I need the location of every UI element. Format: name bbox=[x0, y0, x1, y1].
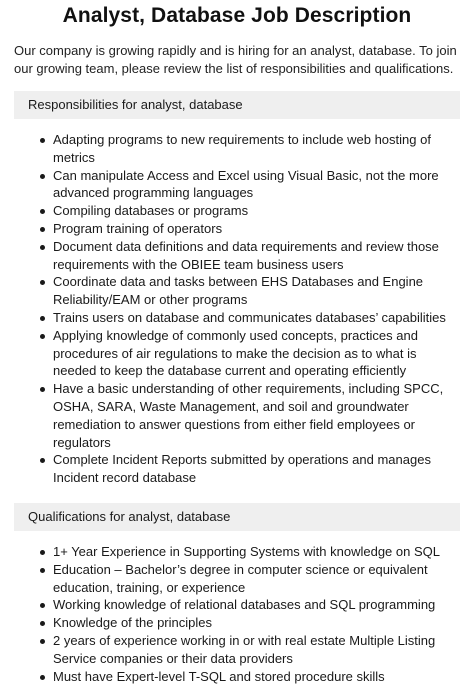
qualifications-list bbox=[14, 543, 460, 685]
list-item: 2 years of experience working in or with real estate Multiple Listing Service companies or their data providers bbox=[40, 632, 460, 668]
qualifications-header: Qualifications for analyst, database bbox=[14, 503, 460, 531]
list-item: Education – Bachelor’s degree in computer science or equivalent education, training, or experience bbox=[40, 561, 460, 597]
list-item: Adapting programs to new requirements to include web hosting of metrics bbox=[40, 131, 460, 167]
list-item: Compiling databases or programs bbox=[40, 202, 460, 220]
page-title: Analyst, Database Job Description bbox=[62, 4, 412, 27]
list-item: Applying knowledge of commonly used concepts, practices and procedures of air regulations to make the decision as to what is needed to keep the database current and operating efficiently bbox=[40, 327, 460, 380]
list-item: Working knowledge of relational databases and SQL programming bbox=[40, 596, 460, 614]
list-item: Trains users on database and communicates databases’ capabilities bbox=[40, 309, 460, 327]
list-item: Program training of operators bbox=[40, 220, 460, 238]
list-item: Knowledge of the principles bbox=[40, 614, 460, 632]
responsibilities-list bbox=[14, 131, 460, 487]
list-item: 1+ Year Experience in Supporting Systems with knowledge on SQL bbox=[40, 543, 460, 561]
responsibilities-header: Responsibilities for analyst, database bbox=[14, 91, 460, 119]
list-item: Coordinate data and tasks between EHS Databases and Engine Reliability/EAM or other programs bbox=[40, 273, 460, 309]
list-item: Document data definitions and data requirements and review those requirements with the OBIEE team business users bbox=[40, 238, 460, 274]
list-item: Have a basic understanding of other requirements, including SPCC, OSHA, SARA, Waste Management, and soil and groundwater remediation to answer questions from either field employees or regulators bbox=[40, 380, 460, 451]
list-item: Can manipulate Access and Excel using Visual Basic, not the more advanced programming languages bbox=[40, 167, 460, 203]
list-item: Complete Incident Reports submitted by operations and manages Incident record database bbox=[40, 451, 460, 487]
list-item: Must have Expert-level T-SQL and stored procedure skills bbox=[40, 668, 460, 685]
intro-paragraph: Our company is growing rapidly and is hiring for an analyst, database. To join our growing team, please review the list of responsibilities and qualifications. bbox=[14, 43, 457, 76]
